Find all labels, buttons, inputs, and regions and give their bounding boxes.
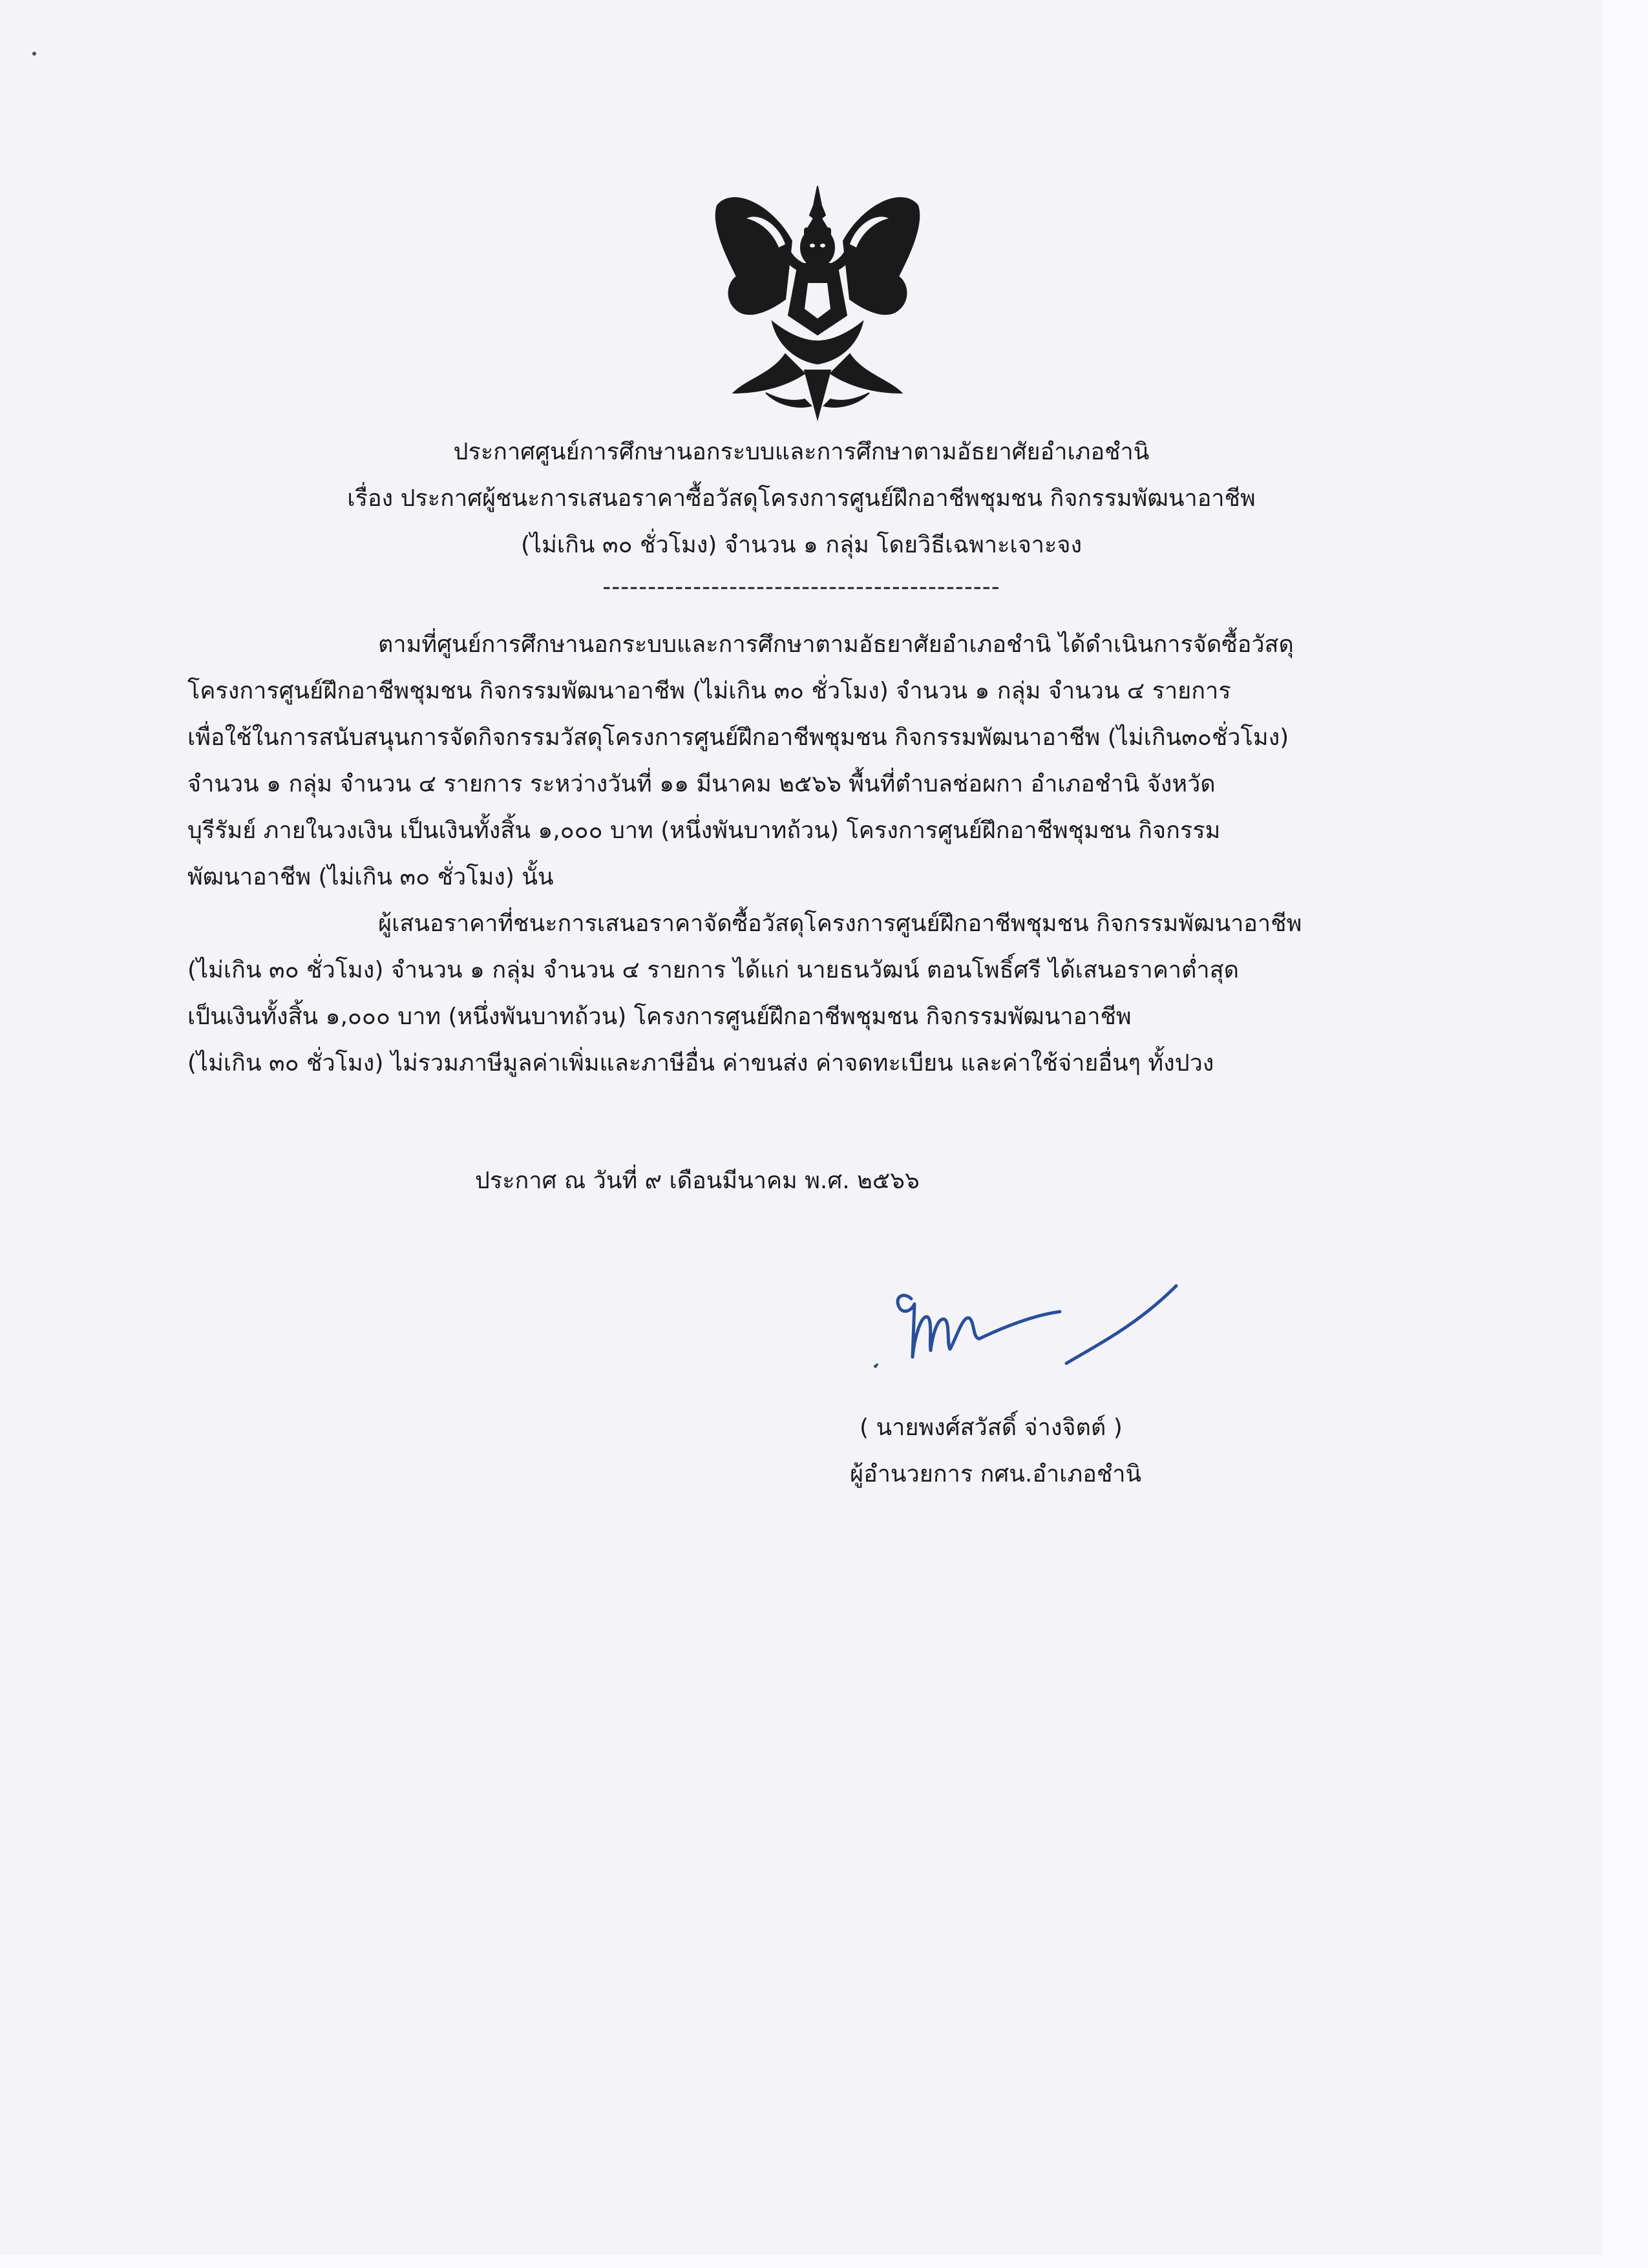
paragraph-1-line: ตามที่ศูนย์การศึกษานอกระบบและการศึกษาตามอัธยาศัยอำเภอชำนิ ได้ดำเนินการจัดซื้อวัสดุ [378, 631, 1294, 658]
document-title: ประกาศศูนย์การศึกษานอกระบบและการศึกษาตามอัธยาศัยอำเภอชำนิ [453, 439, 1150, 465]
paragraph-1-line: โครงการศูนย์ฝึกอาชีพชุมชน กิจกรรมพัฒนาอาชีพ (ไม่เกิน ๓๐ ชั่วโมง) จำนวน ๑ กลุ่ม จำนวน ๔ รายการ [187, 678, 1231, 704]
header-separator: -------------------------------------------- [602, 574, 1000, 600]
garuda-emblem [708, 180, 927, 432]
announcement-date: ประกาศ ณ วันที่ ๙ เดือนมีนาคม พ.ศ. ๒๕๖๖ [475, 1168, 920, 1194]
paragraph-1-line: เพื่อใช้ในการสนับสนุนการจัดกิจกรรมวัสดุโครงการศูนย์ฝึกอาชีพชุมชน กิจกรรมพัฒนาอาชีพ (ไม่เกิน๓๐ชั่วโมง) [187, 724, 1289, 751]
scan-margin-bottom [0, 2255, 1648, 2268]
paragraph-1-line: พัฒนาอาชีพ (ไม่เกิน ๓๐ ชั่วโมง) นั้น [187, 864, 554, 890]
signatory-position: ผู้อำนวยการ กศน.อำเภอชำนิ [850, 1461, 1142, 1487]
paragraph-1-line: บุรีรัมย์ ภายในวงเงิน เป็นเงินทั้งสิ้น ๑,๐๐๐ บาท (หนึ่งพันบาทถ้วน) โครงการศูนย์ฝึกอาชีพชุมชน กิจกรรม [187, 817, 1221, 844]
paragraph-2-line: ผู้เสนอราคาที่ชนะการเสนอราคาจัดซื้อวัสดุโครงการศูนย์ฝึกอาชีพชุมชน กิจกรรมพัฒนาอาชีพ [378, 910, 1302, 937]
signature-dot [876, 1363, 878, 1366]
paragraph-2-line: (ไม่เกิน ๓๐ ชั่วโมง) ไม่รวมภาษีมูลค่าเพิ่มและภาษีอื่น ค่าขนส่ง ค่าจดทะเบียน และค่าใช้จ่ายอื่นๆ ทั้งปวง [187, 1050, 1214, 1076]
document-subject-line-2: (ไม่เกิน ๓๐ ชั่วโมง) จำนวน ๑ กลุ่ม โดยวิธีเฉพาะเจาะจง [520, 532, 1083, 558]
signatory-name: ( นายพงศ์สวัสดิ์ จ่างจิตต์ ) [860, 1414, 1123, 1441]
document-subject-line-1: เรื่อง ประกาศผู้ชนะการเสนอราคาซื้อวัสดุโครงการศูนย์ฝึกอาชีพชุมชน กิจกรรมพัฒนาอาชีพ [347, 485, 1256, 512]
scan-margin-right [1603, 0, 1648, 2268]
paragraph-1-line: จำนวน ๑ กลุ่ม จำนวน ๔ รายการ ระหว่างวันที่ ๑๑ มีนาคม ๒๕๖๖ พื้นที่ตำบลช่อผกา อำเภอชำนิ จังหวัด [187, 771, 1216, 797]
paragraph-2-line: (ไม่เกิน ๓๐ ชั่วโมง) จำนวน ๑ กลุ่ม จำนวน ๔ รายการ ได้แก่ นายธนวัฒน์ ตอนโพธิ์ศรี ได้เสนอราคาต่ำสุด [187, 957, 1239, 983]
paragraph-2-line: เป็นเงินทั้งสิ้น ๑,๐๐๐ บาท (หนึ่งพันบาทถ้วน) โครงการศูนย์ฝึกอาชีพชุมชน กิจกรรมพัฒนาอาชีพ [187, 1003, 1132, 1030]
handwritten-signature [866, 1266, 1189, 1383]
scan-speck [32, 52, 36, 56]
